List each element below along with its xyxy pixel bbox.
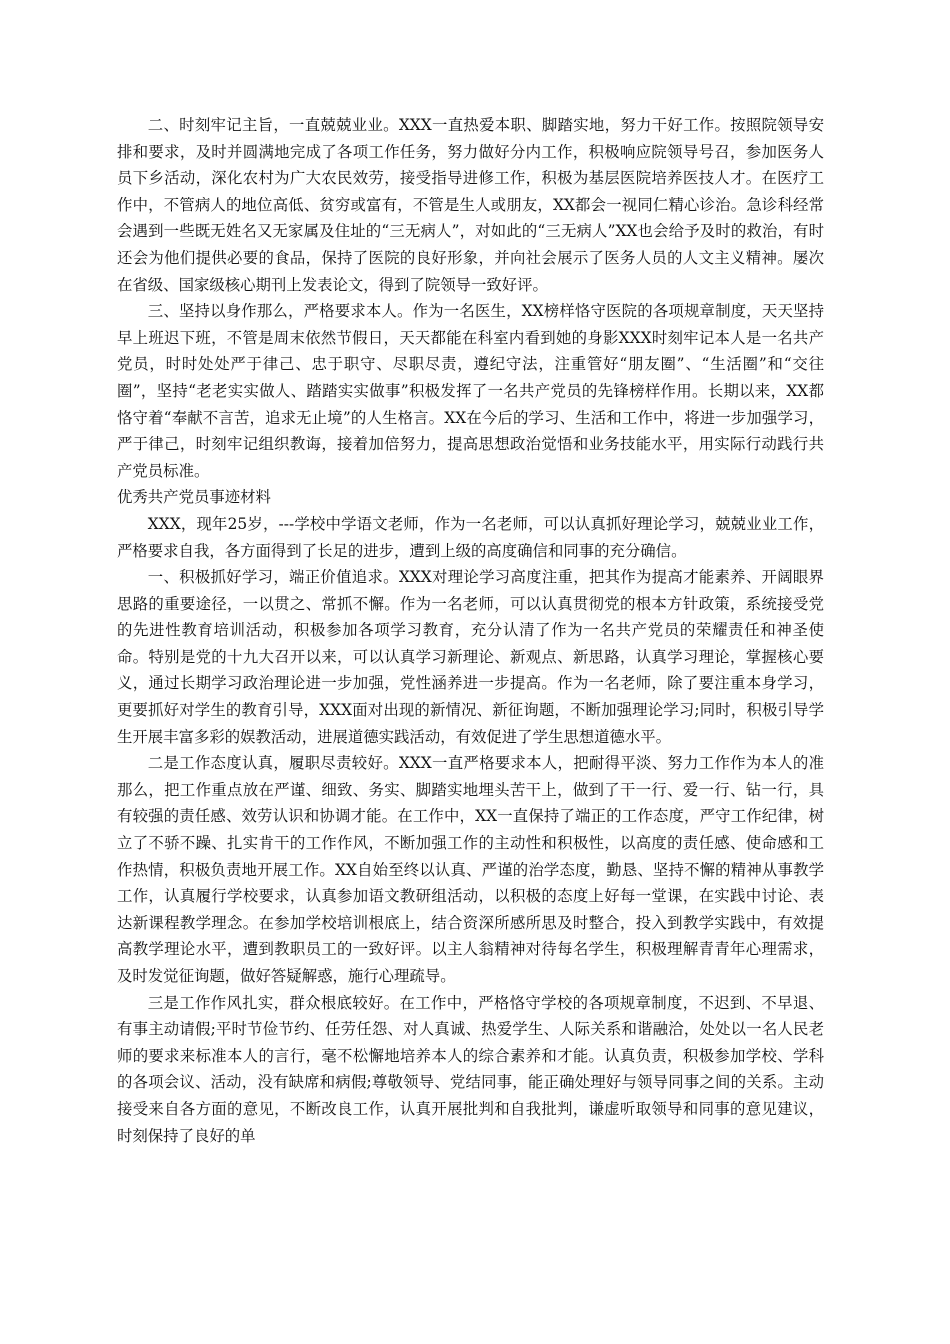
paragraph-study: 一、积极抓好学习，端正价值追求。XXX对理论学习高度注重，把其作为提高才能素养、开阔眼界思路的重要途径，一以贯之、常抓不懈。作为一名老师，可以认真贯彻党的根本方针政策，系统接受党的先进性教育培训活动，积极参加各项学习教育，充分认清了作为一名共产党员的荣耀责任和神圣使命。特别是党的十九大召开以来，可以认真学习新理论、新观点、新思路，认真学习理论，掌握核心要义，通过长期学习政治理论进一步加强，党性涵养进一步提高。作为一名老师，除了要注重本身学习，更要抓好对学生的教育引导，XXX面对出现的新情况、新征询题，不断加强理论学习;同时，积极引导学生开展丰富多彩的娱教活动，进展道德实践活动，有效促进了学生思想道德水平。 <box>117 568 824 746</box>
paragraph-3-example: 三、坚持以身作那么，严格要求本人。作为一名医生，XX榜样恪守医院的各项规章制度，天天坚持早上班迟下班，不管是周末依然节假日，天天都能在科室内看到她的身影XXX时刻牢记本人是一名共产党员，时时处处严于律己、忠于职守、尽职尽责，遵纪守法，注重管好“朋友圈”、“生活圈”和“交往圈”，坚持“老老实实做人、踏踏实实做事”积极发挥了一名共产党员的先锋榜样作用。长期以来，XX都恪守着“奉献不言苦，追求无止境”的人生格言。XX在今后的学习、生活和工作中，将进一步加强学习，严于律己，时刻牢记组织教诲，接着加倍努力，提高思想政治觉悟和业务技能水平，用实际行动践行共产党员标准。 <box>117 302 824 480</box>
section-title: 优秀共产党员事迹材料 <box>117 488 271 507</box>
paragraph-2-duty: 二、时刻牢记主旨，一直兢兢业业。XXX一直热爱本职、脚踏实地，努力干好工作。按照院领导安排和要求，及时并圆满地完成了各项工作任务，努力做好分内工作，积极响应院领导号召，参加医务人员下乡活动，深化农村为广大农民效劳，接受指导进修工作，积极为基层医院培养医技人才。在医疗工作中，不管病人的地位高低、贫穷或富有，不管是生人或朋友，XX都会一视同仁精心诊治。急诊科经常会遇到一些既无姓名又无家属及住址的“三无病人”，对如此的“三无病人”XX也会给予及时的救治，有时还会为他们提供必要的食品，保持了医院的良好形象，并向社会展示了医务人员的人文主义精神。屡次在省级、国家级核心期刊上发表论文，得到了院领导一致好评。 <box>117 116 824 294</box>
document-page <box>117 112 824 1149</box>
paragraph-intro: XXX，现年25岁，---学校中学语文老师，作为一名老师，可以认真抓好理论学习，兢兢业业工作，严格要求自我，各方面得到了长足的进步，遭到上级的高度确信和同事的充分确信。 <box>117 514 824 560</box>
paragraph-attitude: 二是工作态度认真，履职尽责较好。XXX一直严格要求本人，把耐得平淡、努力工作作为本人的准那么，把工作重点放在严谨、细致、务实、脚踏实地埋头苦干上，做到了干一行、爱一行、钻一行，具有较强的责任感、效劳认识和协调才能。在工作中，XX一直保持了端正的工作态度，严守工作纪律，树立了不骄不躁、扎实肯干的工作作风，不断加强工作的主动性和积极性，以高度的责任感、使命感和工作热情，积极负责地开展工作。XX自始至终以认真、严谨的治学态度，勤恳、坚持不懈的精神从事教学工作，认真履行学校要求，认真参加语文教研组活动，以积极的态度上好每一堂课，在实践中讨论、表达新课程教学理念。在参加学校培训根底上，结合资深所感所思及时整合，投入到教学实践中，有效提高教学理论水平，遭到教职员工的一致好评。以主人翁精神对待每名学生，积极理解青青年心理需求，及时发觉征询题，做好答疑解惑，施行心理疏导。 <box>117 754 824 985</box>
paragraph-style: 三是工作作风扎实，群众根底较好。在工作中，严格恪守学校的各项规章制度，不迟到、不早退、有事主动请假;平时节俭节约、任劳任怨、对人真诚、热爱学生、人际关系和谐融洽，处处以一名人民老师的要求来标准本人的言行，毫不松懈地培养本人的综合素养和才能。认真负责，积极参加学校、学科的各项会议、活动，没有缺席和病假;尊敬领导、党结同事，能正确处理好与领导同事之间的关系。主动接受来自各方面的意见，不断改良工作，认真开展批判和自我批判，谦虚听取领导和同事的意见建议，时刻保持了良好的单 <box>117 993 824 1145</box>
